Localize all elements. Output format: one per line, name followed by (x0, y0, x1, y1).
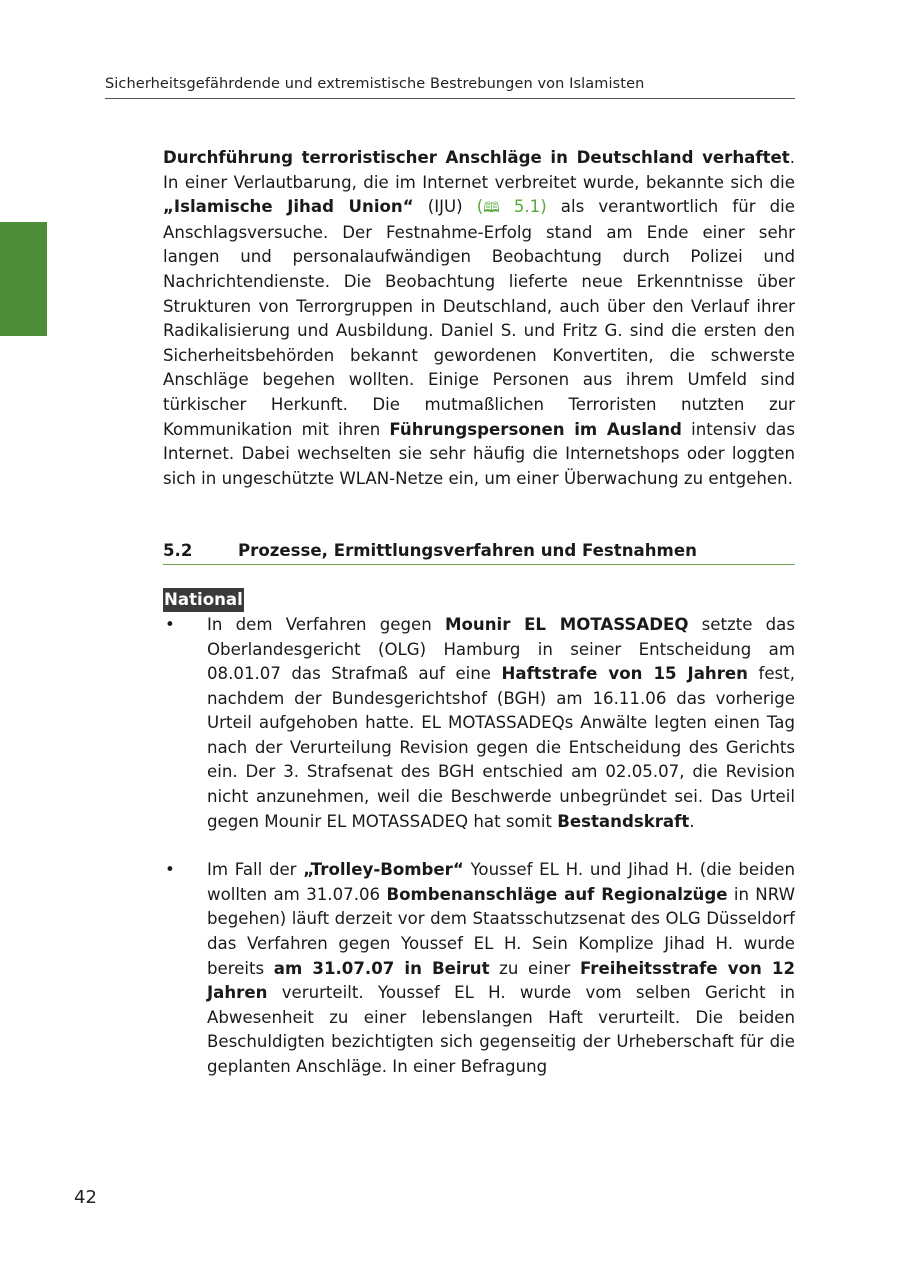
national-label: National (163, 588, 244, 612)
running-header: Sicherheitsgefährdende und extremistische Bestrebungen von Islamisten (105, 76, 645, 92)
text-run: Youssef EL H. und Jihad H. (die beiden wollten am 31.07.06 (207, 860, 795, 904)
cross-reference-link[interactable] (477, 197, 547, 216)
list-item (163, 613, 795, 834)
book-icon: 🕮 (483, 200, 500, 217)
bold-phrase: Mounir EL MOTASSADEQ (444, 614, 689, 634)
ref-open: ( (476, 197, 484, 217)
intro-paragraph (163, 146, 795, 491)
list-item (163, 858, 795, 1079)
bullet-icon: • (165, 860, 175, 880)
section-number: 5.2 (163, 541, 193, 561)
text-run: . In einer Verlautbarung, die im Internet verbreitet wurde, bekannte sich die (163, 148, 795, 192)
bold-phrase: Haftstrafe von 15 Jahren (501, 664, 748, 684)
text-run: Im Fall der (207, 860, 304, 880)
page-content (163, 146, 795, 1080)
bold-phrase: „Trolley-Bomber“ (303, 860, 464, 880)
text-run: als verantwortlich für die Anschlagsversuche. Der Festnahme-Erfolg stand am Ende einer sehr langen und personalaufwändigen Beobachtung durch Polizei und Nachrichtendienste. Die Beobachtung lieferte neue Erkenntnisse über Strukturen von Terrorgruppen in Deutschland, auch über den Verlauf ihrer Radikalisierung und Ausbildung. Daniel S. und Fritz G. sind die ersten den Sicherheitsbehörden bekannt gewordenen Konvertiten, die schwerste Anschläge begehen wollten. Einige Personen aus ihrem Umfeld sind türkischer Herkunft. Die mutmaßlichen Terroristen nutzten zur Kommunikation mit ihren (163, 197, 796, 439)
text-run: verurteilt. Youssef EL H. wurde vom selben Gericht in Abwesenheit zu einer lebenslangen Haft verurteilt. Die beiden Beschuldigten bezichtigten sich gegenseitig der Urheberschaft für die geplanten Anschläge. In einer Befragung (207, 983, 795, 1076)
text-run: . (689, 811, 695, 831)
section-heading (163, 539, 795, 565)
bold-phrase: Bombenanschläge auf Regionalzüge (386, 884, 728, 904)
text-run: setzte das Oberlandesgericht (OLG) Hamburg in seiner Entscheidung am 08.01.07 das Strafmaß auf eine (207, 614, 795, 684)
ref-text: 5.1) (499, 197, 547, 217)
text-run: (IJU) (413, 197, 477, 217)
chapter-side-tab (0, 222, 47, 336)
text-run: zu einer (489, 958, 580, 978)
bold-phrase: Bestandskraft (557, 811, 690, 831)
text-run: in NRW begehen) läuft derzeit vor dem Staatsschutzsenat des OLG Düsseldorf das Verfahren gegen Youssef EL H. Sein Komplize Jihad H. wurde bereits (207, 884, 795, 978)
text-run: intensiv das Internet. Dabei wechselten sie sehr häufig die Internetshops oder loggten sich in ungeschützte WLAN-Netze ein, um einer Überwachung zu entgehen. (163, 419, 795, 488)
section-title: Prozesse, Ermittlungsverfahren und Festnahmen (238, 541, 697, 561)
bullet-icon: • (165, 614, 175, 634)
bold-phrase: Führungspersonen im Ausland (389, 419, 682, 439)
text-run: In dem Verfahren gegen (207, 614, 445, 634)
page-number: 42 (74, 1187, 97, 1208)
bold-phrase: „Islamische Jihad Union“ (163, 197, 414, 217)
header-rule (105, 98, 795, 99)
bold-phrase: am 31.07.07 in Beirut (273, 958, 490, 978)
bullet-list (163, 613, 795, 1080)
text-run: fest, nachdem der Bundesgerichtshof (BGH) am 16.11.06 das vorherige Urteil aufgehoben hatte. EL MOTASSADEQs Anwälte legten einen Tag nach der Verurteilung Revision gegen die Entscheidung des Gerichts ein. Der 3. Strafsenat des BGH entschied am 02.05.07, die Revision nicht anzunehmen, weil die Beschwerde unbegründet sei. Das Urteil gegen Mounir EL MOTASSADEQ hat somit (207, 664, 795, 831)
bold-phrase: Freiheitsstrafe von 12 Jahren (207, 958, 795, 1003)
bold-phrase: Durchführung terroristischer Anschläge in Deutschland verhaftet (163, 148, 790, 167)
